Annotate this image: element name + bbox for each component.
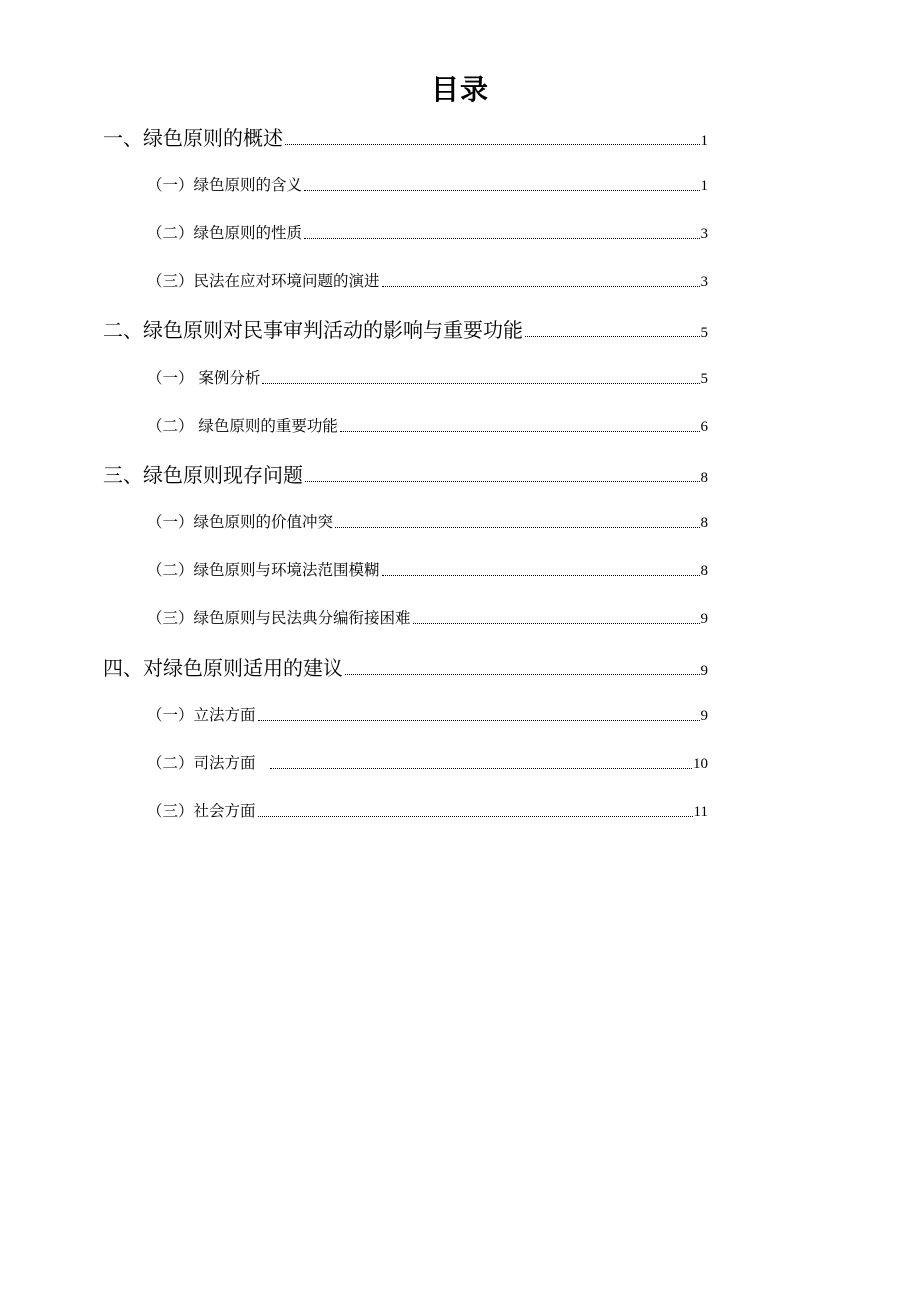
toc-entry-label: （三）民法在应对环境问题的演进	[147, 272, 380, 290]
toc-entry-section-2[interactable]	[103, 316, 708, 344]
toc-entry-label: （二）绿色原则与环境法范围模糊	[147, 561, 380, 579]
dot-leader	[285, 124, 700, 152]
toc-entry-label: （二）绿色原则的性质	[147, 224, 303, 242]
toc-entry-label: 二、绿色原则对民事审判活动的影响与重要功能	[103, 318, 523, 342]
toc-entry-section-4-1[interactable]	[147, 703, 708, 727]
toc-entry-label: （二） 绿色原则的重要功能	[147, 417, 338, 435]
toc-entry-section-3-1[interactable]	[147, 510, 708, 534]
toc-entry-label: （一）绿色原则的含义	[147, 176, 303, 194]
dot-leader	[304, 173, 699, 197]
dot-leader	[262, 366, 699, 390]
toc-entry-section-3-3[interactable]	[147, 606, 708, 630]
dot-leader	[258, 703, 700, 727]
toc-entry-section-3[interactable]	[103, 461, 708, 489]
toc-entry-page-number: 3	[700, 226, 708, 242]
toc-entry-section-3-2[interactable]	[147, 558, 708, 582]
toc-entry-page-number: 11	[693, 804, 708, 820]
toc-entry-page-number: 1	[700, 178, 708, 194]
dot-leader	[382, 269, 700, 293]
toc-entry-page-number: 9	[700, 611, 708, 627]
toc-entry-label: （一） 案例分析	[147, 369, 261, 387]
toc-entry-section-1[interactable]	[103, 124, 708, 152]
toc-entry-page-number: 8	[700, 563, 708, 579]
toc-entry-section-4-3[interactable]	[147, 799, 708, 823]
dot-leader	[525, 316, 700, 344]
toc-entry-page-number: 9	[700, 663, 708, 679]
dot-leader	[340, 414, 700, 438]
dot-leader	[413, 606, 700, 630]
toc-entry-label: （二）司法方面	[147, 754, 256, 772]
toc-entry-section-1-2[interactable]	[147, 221, 708, 245]
toc-entry-label: （一）绿色原则的价值冲突	[147, 513, 334, 531]
toc-entry-section-2-2[interactable]	[147, 414, 708, 438]
toc-entry-page-number: 8	[700, 515, 708, 531]
toc-entry-section-1-3[interactable]	[147, 269, 708, 293]
dot-leader	[382, 558, 700, 582]
page-title: 目录	[430, 73, 489, 106]
toc-entry-page-number: 8	[700, 470, 708, 486]
toc-entry-label: （三）绿色原则与民法典分编衔接困难	[147, 609, 411, 627]
dot-leader	[335, 510, 699, 534]
toc-entry-section-2-1[interactable]	[147, 366, 708, 390]
toc-entry-label: 三、绿色原则现存问题	[103, 463, 303, 487]
toc-entry-page-number: 10	[693, 756, 708, 772]
toc-entry-page-number: 3	[700, 274, 708, 290]
dot-leader	[258, 799, 693, 823]
toc-entry-section-4-2[interactable]	[147, 751, 708, 775]
toc-entry-label: （三）社会方面	[147, 802, 256, 820]
toc-entry-page-number: 6	[700, 419, 708, 435]
toc-entry-label: （一）立法方面	[147, 706, 256, 724]
toc-entry-page-number: 5	[700, 371, 708, 387]
toc-entry-label: 四、对绿色原则适用的建议	[103, 656, 343, 680]
toc-entry-section-1-1[interactable]	[147, 173, 708, 197]
toc-entry-section-4[interactable]	[103, 654, 708, 682]
dot-leader	[270, 751, 692, 775]
dot-leader	[305, 461, 700, 489]
toc-entry-page-number: 1	[700, 133, 708, 149]
dot-leader	[345, 654, 700, 682]
dot-leader	[304, 221, 699, 245]
toc-entry-page-number: 9	[700, 708, 708, 724]
toc-entry-page-number: 5	[700, 325, 708, 341]
toc-entry-label: 一、绿色原则的概述	[103, 126, 283, 150]
